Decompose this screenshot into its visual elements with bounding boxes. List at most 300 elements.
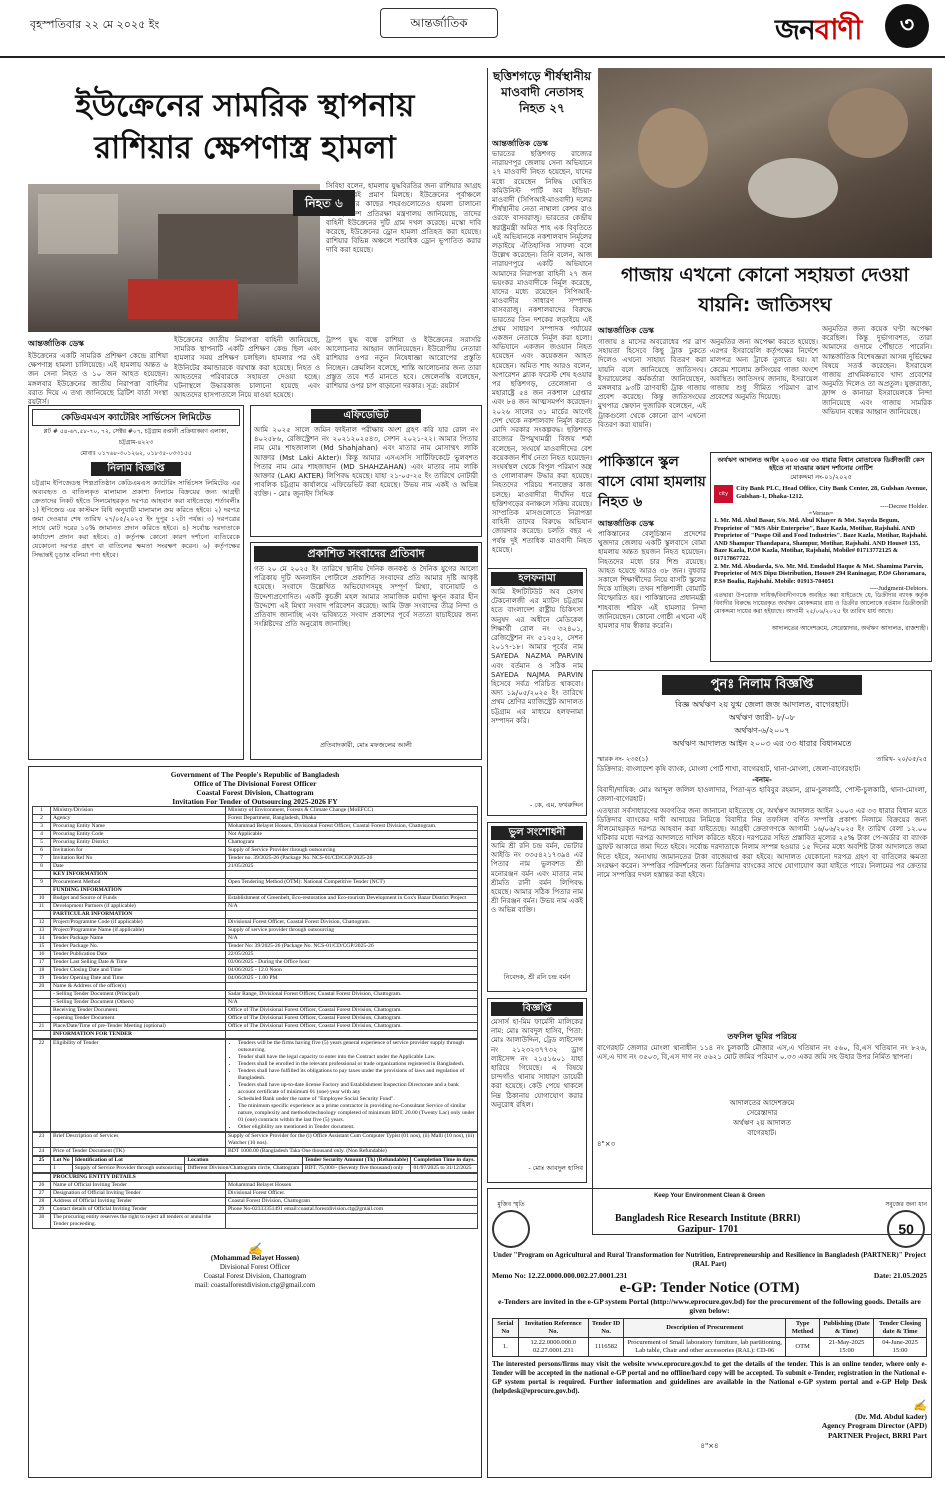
table-row <box>33 1182 478 1190</box>
lost-title: বিজ্ঞপ্তি <box>491 1002 583 1016</box>
forest-eligibility-list <box>228 1040 475 1131</box>
row-label: Tender Publication Date <box>51 951 226 959</box>
citybank-debtors: ----Judgment-Debtors. <box>869 585 928 593</box>
row-number: 26 <box>33 1182 51 1190</box>
forest-table-entity <box>32 1173 478 1229</box>
chhattis-body: ভারতের ছত্তিশগড় রাজ্যের নারায়ণপুর জেলায় সেনা অভিযানে ২৭ মাওবাদী নিহত হয়েছেন, যাদের মধ্যে রয়েছেন নিষিদ্ধ ঘোষিত কমিউনিস্ট পার্টি অব ইন্ডিয়া-মাওবাদী (সিপিআই-মাওবাদী) দলের শীর্ষস্থানীয় নেতা নাম্বালা কেশব রাও ওরফে বাসবরাজু। ভারতের কেন্দ্রীয় স্বরাষ্ট্রমন্ত্রী অমিত শাহ এক বিবৃতিতে এই অভিযানকে নকশালবাদ নির্মূলের লড়াইয়ে ঐতিহাসিক সাফল্য বলে উল্লেখ করেছেন। তিনি বলেন, আজ নারায়ণপুরে একটি অভিযানে আমাদের নিরাপত্তা বাহিনী ২৭ জন ভয়ংকর মাওবাদীকে নির্মূল করেছে, যাদের মধ্যে রয়েছেন সিপিআই-মাওবাদীর সাধারণ সম্পাদক বাসবরাজু। নকশালবাদের বিরুদ্ধে ভারতের তিন দশকের লড়াইয়ে এই প্রথম সাধারণ সম্পাদক পর্যায়ের একজন নেতাকে নির্মূল করা হলো। অভিযানে একজন জওয়ান নিহত হয়েছেন এবং কয়েকজন আহত হয়েছেন। অমিত শাহ আরও বলেন, অপারেশন ব্ল্যাক ফরেস্ট শেষ হওয়ার পর ছত্তিশগড়, তেলেঙ্গানা ও মহারাষ্ট্রে ৫৪ জন নকশাল গ্রেপ্তার এবং ৮৪ জন আত্মসমর্পণ করেছেন। ২০২৬ সালের ৩১ মার্চের আগেই দেশ থেকে নকশালবাদ নির্মূল করতে মোদি সরকার সংকল্পবদ্ধ। ছত্তিশগড় রাজ্যের উপমুখ্যমন্ত্রী বিজয় শর্মা বলেছেন, সংঘর্ষে মাওবাদীদের বেশ কয়েকজন শীর্ষ নেতা নিহত হয়েছেন। সংঘর্ষস্থল থেকে বিপুল পরিমাণ অস্ত্র ও গোলাবারুদ উদ্ধার করা হয়েছে। নিহতদের পরিচয় শনাক্তের কাজ চলছে। মাওবাদীরা দীর্ঘদিন ধরে ছত্তিশগড়ের বনাঞ্চলে সক্রিয় রয়েছে। সাম্প্রতিক মাসগুলোতে নিরাপত্তা বাহিনী তাদের বিরুদ্ধে অভিযান জোরদার করেছে। চলতি বছর এ পর্যন্ত দুই শতাধিক মাওবাদী নিহত হয়েছে। <box>492 150 592 554</box>
table-row <box>33 943 478 951</box>
table-row <box>33 1133 478 1148</box>
table-row <box>33 911 478 919</box>
auction-sign4: বাগেরহাট। <box>747 1128 777 1137</box>
row-label: Procuring Entity Code <box>51 831 226 839</box>
halafnama-body: আমি ইন্সটিটিউট অব হেলথ টেকনোলজী এর ম্যাটস চট্টগ্রাম হতে বাংলাদেশ রাষ্ট্রীয় চিকিৎসা অনুষদ এর অধীনে মেডিকেল শিক্ষার্থী রোল নং ৩২৪০১, রেজিস্ট্রেশন নং ৫১২৫২, সেশন ২০১৭-১৮। আমার পূর্বের নাম SAYEDA NAZMA PARVIN এবং বর্তমান ও সঠিক নাম SAYEDA NAJMA PARVIN হিসেবে সর্বত্র পরিচিত থাকবো। অদ্য ১৯/০৫/২০২৫ ইং তারিখে প্রথম শ্রেণির ম্যাজিস্ট্রেট আদালত চট্টগ্রাম এর মাধ্যমে হলফনামা সম্পাদন করি। <box>491 588 583 725</box>
forest-line3: Coastal Forest Division, Chattogram <box>196 788 314 797</box>
row-label: The procuring entity reserves the right to reject all tenders or annul the Tender proceeding. <box>51 1214 226 1229</box>
row-number: 5 <box>33 839 51 847</box>
brri-under: Under "Program on Agricultural and Rural Transformation for Nutrition, Entrepreneurship and Resilience in Bangladesh (PARTNER)" Project (RAL Part) <box>493 1251 926 1268</box>
auction-case2: অর্থঋণ-৬/২০০৭ <box>734 726 790 735</box>
row-value <box>226 887 478 895</box>
lot-row <box>33 1165 478 1173</box>
auction-versus: -বনাম- <box>752 776 772 785</box>
auction-case: অর্থঋণ জারী- ৮/০৮ <box>729 713 795 722</box>
forest-sign1: (Mohammad Belayet Hossen) <box>210 1254 300 1262</box>
table-row <box>33 895 478 903</box>
lot-header-cell: Lot No <box>51 1157 73 1165</box>
row-label: PROCURING ENTITY DETAILS <box>51 1174 226 1182</box>
row-label: FUNDING INFORMATION <box>51 887 226 895</box>
row-label: - Selling Tender Document (Others) <box>51 999 226 1007</box>
row-value: BDT 1000.00 (Bangladesh Taka One thousand only. (Non Refundable) <box>226 1148 478 1156</box>
brri-right-logo-text: সবুজের জন্য ধান <box>885 1201 927 1208</box>
citybank-footer: এতদ্বারা উপরোক্ত দায়িক/বিবাদীগণকে অবহিত করা যাইতেছে যে, ডিক্রীদার ব্যাংক কর্তৃক বিবাদীর বিরুদ্ধে দায়েরকৃত অর্থঋণ মোকদ্দমার রায় ও ডিক্রীর আলোকে বর্তমান ডিক্রীজারী মোকদ্দমা দায়ের করা হইয়াছে। আগামী ২৫/০৬/২০২৫ ইং তারিখ ধার্য আছে। <box>714 592 928 615</box>
brri-left-logo-text: মুজিব স্মৃতি <box>497 1201 525 1208</box>
brri-sign2: Agency Program Director (APD) <box>821 1421 927 1430</box>
lost-notice <box>487 998 587 1183</box>
row-value: Ministry of Environment, Forests & Climate Change (MoEFCC) <box>226 807 478 815</box>
correction-sign: নিবেদক, শ্রী রনি চন্দ্র বর্মন <box>503 973 571 981</box>
auction-court: বিজ্ঞ অর্থঋণ ২য় যুগ্ম জেলা জজ আদালত, বাগেরহাট। <box>675 700 849 709</box>
table-row <box>33 1206 478 1214</box>
forest-signature: ✍ <box>247 1242 263 1256</box>
citybank-versus: =Versus= <box>808 510 834 517</box>
row-number: 10 <box>33 895 51 903</box>
gaza-desk: আন্তর্জাতিক ডেস্ক <box>598 326 654 335</box>
row-label: Tender Last Selling Date & Time <box>51 959 226 967</box>
protest-notice <box>250 542 482 760</box>
table-row <box>33 1023 478 1031</box>
row-label: Ministry/Division <box>51 807 226 815</box>
forest-lot-table <box>32 1156 478 1173</box>
lead-desk: আন্তর্জাতিক ডেস্ক <box>28 339 84 348</box>
row-number: 15 <box>33 943 51 951</box>
table-row <box>33 991 478 999</box>
table-row <box>33 1031 478 1039</box>
citybank-logo: city <box>714 485 733 503</box>
lead-photo <box>28 184 343 332</box>
kdms-notice <box>28 405 244 760</box>
brri-cell: 1116582 <box>588 1338 623 1357</box>
row-label: Project/Programme Code (if applicable) <box>51 919 226 927</box>
brri-cell: 12.22.0000.000.0 02.27.0001.231 <box>518 1338 588 1357</box>
table-row <box>33 823 478 831</box>
row-value: Office of The Divisional Forest Officer, Coastal Forest Division, Chattogram. <box>226 1007 478 1015</box>
row-value: N/A <box>226 935 478 943</box>
kdms-phone: মোবাঃ ০১৭৬৮-৩০১২৬২, ০১৮৩৫-০৩৩১৫৫ <box>80 450 192 457</box>
correction-body: আমি শ্রী রনি চন্দ্র বর্মন, ভোটার আইডি নং ৩৩৫৪২১৭৩৯৪ এর পিতার নাম ভুলবশত শ্রী মনোরঞ্জন বর্মন এবং মাতার নাম শ্রীমতি রানী বর্মন লিপিবদ্ধ হয়েছে। আমার সঠিক পিতার নাম শ্রী নিরঞ্জন বর্মন। উভয় নাম একই ও অভিন্ন ব্যক্তি। <box>491 842 583 915</box>
row-value <box>226 911 478 919</box>
row-number: 4 <box>33 831 51 839</box>
brri-header-cell: Tender Closing date & Time <box>874 1319 927 1338</box>
halafnama-sign: - কে, এম, ফখরুদ্দিন <box>530 801 583 809</box>
table-row <box>33 887 478 895</box>
photo-building <box>158 214 298 284</box>
lead-col1: ইউক্রেনের একটি সামরিক প্রশিক্ষণ কেন্দ্রে রাশিয়া ক্ষেপণাস্ত্র হামলা চালিয়েছে। এই হামলায় অন্তত ৬ জন সেনা নিহত ও ১০ জন আহত হয়েছেন। মঙ্গলবার ইউক্রেনের জাতীয় নিরাপত্তা বাহিনীর বরাত দিয়ে এ তথ্য জানিয়েছে ব্রিটিশ বার্তা সংস্থা রয়টার্স। <box>28 352 168 407</box>
row-label: PARTICULAR INFORMATION <box>51 911 226 919</box>
forest-table-services <box>32 1132 478 1156</box>
auction-sign2: সেরেস্তাদার <box>746 1108 778 1117</box>
row-value <box>226 983 478 991</box>
auction-size: ৪"×৩ <box>597 1139 616 1148</box>
lead-headline <box>10 85 480 169</box>
row-number: 27 <box>33 1190 51 1198</box>
row-label: Date <box>51 863 226 871</box>
eligibility-item: • Tenders shall have fulfilled its obligations to pay taxes under the provisions of laws and regulation of Bangladesh. <box>238 1068 475 1082</box>
brri-table <box>492 1318 927 1357</box>
photo-fire-truck <box>128 279 238 319</box>
lot-header-cell: 25 <box>33 1157 51 1165</box>
forest-eligibility-label: Eligibility of Tender <box>51 1040 226 1132</box>
brri-header-cell: Invitation Reference No. <box>518 1319 588 1338</box>
row-number: 21 <box>33 1023 51 1031</box>
row-label: - Selling Tender Document (Principal) <box>51 991 226 999</box>
row-label: Brief Description of Services <box>51 1133 226 1148</box>
lot-header-cell: Completion Time in days. <box>411 1157 478 1165</box>
row-number: 29 <box>33 1206 51 1214</box>
row-value: Forest Department, Bangladesh, Dhaka <box>226 815 478 823</box>
lead-col2: ইউক্রেনের জাতীয় নিরাপত্তা বাহিনী জানিয়েছে, সামরিক স্থাপনাটি একটি প্রশিক্ষণ কেন্দ্র ছিল এবং হামলার সময় প্রশিক্ষণ চলছিল। হামলার পর ওই ইউনিটের কমান্ডারকে বরখাস্ত করা হয়েছে। নিহত ও আহতদের পরিবারকে সহায়তা দেওয়া হচ্ছে। ঘটনাস্থলে উদ্ধারকাজ চালানো হয়েছে এবং আহতদের হাসপাতালে নিয়ে যাওয়া হয়েছে। <box>174 336 320 400</box>
auction-sign3: অর্থঋণ ২য় আদালত <box>732 1118 792 1127</box>
brri-size: ৪"×৪ <box>700 1442 719 1450</box>
forest-table <box>32 806 478 1039</box>
brri-data-row <box>493 1338 927 1357</box>
row-number: 6 <box>33 847 51 855</box>
row-number: 30 <box>33 1214 51 1229</box>
table-row <box>33 807 478 815</box>
row-number: 28 <box>33 1198 51 1206</box>
brri-cell: 21-May-2025 15:00 <box>820 1338 874 1357</box>
row-value: N/A <box>226 903 478 911</box>
table-row <box>33 1007 478 1015</box>
eligibility-item: • Scheduled Bank under the name of "Employee Social Security Fund". <box>238 1096 475 1103</box>
brri-cell: 04-June-2025 15:00 <box>874 1338 927 1357</box>
protest-sign: প্রতিবাদকারী, মোঃ মফজলের আলী <box>320 741 412 749</box>
eligibility-item: • Tenders shall have up-to-date license Factory and Establishment Inspection Directorate and a bank account certificate of minimum 01 (one) year with any <box>238 1082 475 1096</box>
row-label: Project/Programme Name (if applicable) <box>51 927 226 935</box>
kdms-body: চট্টগ্রাম ইপিজেডস্থ শিল্পপ্রতিষ্ঠান কেডিএমএস ক্যাটেরিং সার্ভিসেস লিমিটেড এর অব্যবহৃত ও বাতিলকৃত মালামাল প্রকাশ্য নিলামে বিক্রয়ের জন্য আগ্রহী ক্রেতাদের নিকট হইতে সিলমোহরকৃত দরপত্র আহবান করা যাইতেছে। শর্তাবলীঃ ১) ইপিজেড এর কাস্টমস বিধি অনুযায়ী মালামাল ক্রয় করিতে হইবে। ২) দরপত্র জমা দেওয়ার শেষ তারিখ ২৭/০৫/২০২৫ ইং দুপুর ১২টা পর্যন্ত। ৩) দরপত্রের সাথে মোট দরের ১০% জামানত প্রদান করিতে হইবে। ৪) সর্বোচ্চ দরদাতাকে কার্যাদেশ প্রদান করা হইবে। ৫) কর্তৃপক্ষ কোনো কারণ দর্শানো ব্যতিরেকে যেকোনো দরপত্র গ্রহণ বা বাতিলের ক্ষমতা সংরক্ষণ করেন। ৬) কর্তৃপক্ষের সিদ্ধান্তই চূড়ান্ত বলিয়া গণ্য হইবে। <box>32 479 240 559</box>
row-number: 18 <box>33 967 51 975</box>
lead-headline-line2: রাশিয়ার ক্ষেপণাস্ত্র হামলা <box>94 130 396 166</box>
correction-notice <box>487 822 587 992</box>
table-row <box>33 927 478 935</box>
photo-pot <box>748 158 838 218</box>
table-row <box>33 1190 478 1198</box>
pakistan-headline: পাকিস্তানে স্কুল বাসে বোমা হামলায় নিহত ৬ <box>598 454 706 510</box>
row-value: Mohammad Belayet Hossen <box>226 1182 478 1190</box>
lost-body: মেসার্স হা-মিম ফার্মেসী মালিকের নাম: মোঃ আবদুল হাসিব, পিতা: মোঃ আলাউদ্দিন, ট্রেড লাইসেন্স নং ২১২৩২৩৭৭৩২ ড্রাগ লাইসেন্স নং ২১৫১৬০১ যাহা হারিয়ে গিয়েছে। এ বিষয়ে চান্দগাঁও থানায় সাধারণ ডায়েরী করা হয়েছে। কেউ পেয়ে থাকলে নিম্ন ঠিকানায় যোগাযোগ করার অনুরোধ রহিল। <box>491 1018 583 1109</box>
auction-plaintiff: ডিক্রিদার: বাংলাদেশ কৃষি ব্যাংক, মোংলা পোর্ট শাখা, বাগেরহাট, থানা-মোংলা, জেলা-বাগেরহাট। <box>597 765 861 773</box>
row-label: Receiving Tender Document <box>51 1007 226 1015</box>
row-number: 3 <box>33 823 51 831</box>
table-row <box>33 831 478 839</box>
forest-line4: Invitation For Tender of Outsourcing 2025-2026 FY <box>172 797 338 806</box>
halafnama-notice <box>487 568 587 816</box>
row-number <box>33 887 51 895</box>
row-number: 9 <box>33 879 51 887</box>
lot-cell: 1 <box>51 1165 73 1173</box>
chhattis-desk: আন্তর্জাতিক ডেস্ক <box>492 139 548 148</box>
row-number: 1 <box>33 807 51 815</box>
row-label: Procurement Method <box>51 879 226 887</box>
citybank-title: অর্থঋণ আদালত আইন ২০০৩ এর ৩৩ ধারার বিধান মোতাবেক ডিক্রীজারী কেস হইতে না যাওয়ার কারণ দর্শানোর নোটিশ <box>717 456 925 472</box>
auction-schedule: বাগেরহাট জেলার মোংলা থানাধীন ১১৪ নং চুলকাঠি মৌজার এস,এ খতিয়ান নং ৫৬০, বি,এস খতিয়ান নং ৮২৬, এস,এ দাগ নং ৩৫০৩, বি,এস দাগ নং ৫৬২১ মোট জমির পরিমাণ ০.৩৩ একর জমি সহ উহার উপর নির্মিত স্থাপনা। <box>597 1043 927 1061</box>
forest-sign4: mail: coastalforestdivision.ctg@gmail.com <box>194 1281 316 1289</box>
lot-cell: 01/07/2025 to 31/12/2025 <box>411 1165 478 1173</box>
row-number: 2 <box>33 815 51 823</box>
brri-right-logo: 50 <box>887 1210 925 1248</box>
row-number: 12 <box>33 919 51 927</box>
photo-face <box>638 108 708 188</box>
kdms-company: কেডিএমএস ক্যাটেরিং সার্ভিসেস লিমিটেড <box>32 409 240 426</box>
row-number: 20 <box>33 983 51 991</box>
brri-header-cell: Tender ID No. <box>588 1319 623 1338</box>
logo-part-a: জন <box>775 13 815 46</box>
row-label: Price of Tender Document (TK) <box>51 1148 226 1156</box>
row-value: 21/05/2025 <box>226 863 478 871</box>
row-value: Divisional Forest Officer. <box>226 1190 478 1198</box>
eligibility-item: • The minimum specific experience as a prime contractor in providing no-Consultant Service of similar nature, complexity and methods/technology completed of minimum BDT. 20.00 (Twenty Lac) only under 01 (one) contracts within the last five (5) years. <box>238 1103 475 1124</box>
table-row <box>33 1174 478 1182</box>
forest-sign3: Coastal Forest Division, Chattogram <box>203 1272 307 1280</box>
row-number: 14 <box>33 935 51 943</box>
table-row <box>33 999 478 1007</box>
citybank-sign: আদালতের আদেশক্রমে, সেরেস্তাদার, অর্থঋণ আদালত, রাজশাহী। <box>771 625 928 633</box>
forest-line1: Government of The People's Republic of Bangladesh <box>170 770 340 779</box>
row-value: Office of The Divisional Forest Officer, Coastal Forest Division, Chattogram. <box>226 1023 478 1031</box>
row-number: 17 <box>33 959 51 967</box>
row-number <box>33 871 51 879</box>
row-number <box>33 911 51 919</box>
masthead-logo <box>775 8 861 55</box>
brri-date: Date: 21.05.2025 <box>873 1271 927 1280</box>
table-row <box>33 879 478 887</box>
row-number: 24 <box>33 1148 51 1156</box>
row-label: Tender Package No. <box>51 943 226 951</box>
brri-memo: Memo No: 12.22.0000.000.002.27.0001.231 <box>492 1271 628 1280</box>
row-number: 19 <box>33 975 51 983</box>
lot-header-cell: Location <box>185 1157 302 1165</box>
gaza-col2: অনুমতির জন্য অপেক্ষা করতে হয়েছে। এরপর ইসরায়েলি কর্তৃপক্ষের নির্দেশে মালপত্র অন্য ট্রাকে তুলতে হয়। যা কেরেম শালোম ক্রসিংয়ের গাজা অংশে অবস্থিত। জাতিসংঘ জানায়, ইসরায়েল গাজায় শুধু সীমিত পরিমাণ ত্রাণ প্রবেশের অনুমতি দিয়েছে। <box>710 338 818 402</box>
killed-badge: নিহত ৬ <box>293 190 355 216</box>
row-label: Contact details of Official Inviting Tender <box>51 1206 226 1214</box>
auction-notice <box>592 670 932 1235</box>
eligibility-item: • Tender shall have the legal capacity to enter into the Contract under the Applicable Law. <box>238 1054 475 1061</box>
row-label: Invitation Ref No <box>51 855 226 863</box>
brri-title: e-GP: Tender Notice (OTM) <box>619 1280 800 1296</box>
lot-header-cell: Identification of Lot <box>72 1157 185 1165</box>
lot-cell: BDT. 75,000/- (Seventy five thousand) only <box>302 1165 411 1173</box>
affidavit-title: এফিডেভিট <box>311 409 421 423</box>
eligibility-item: • Other eligibility are mentioned in Tender document. <box>238 1124 475 1131</box>
row-number: 11 <box>33 903 51 911</box>
row-number <box>33 1174 51 1182</box>
page-number: ৩ <box>885 4 929 48</box>
brri-header-row <box>493 1319 927 1338</box>
brri-sign1: (Dr. Md. Abdul kader) <box>854 1411 927 1421</box>
citybank-debtor2: 2. Mr. Md. Abudarda, S/o. Mr. Md. Emdadul Haque & Mst. Shamima Parvin, Proprietor of M/S Dipu Distribution, House# 294 Raninagar, P.O# Ghoramara, P.S# Boalia, Rajshahi. Mobile: 01913-704051 <box>714 562 927 585</box>
brri-intro: e-Tenders are invited in the e-GP system Portal (http://www.eprocure.gov.bd) for the procurement of the following goods. Details are given below: <box>498 1297 921 1315</box>
brri-name: Bangladesh Rice Research Institute (BRRI) <box>615 1212 801 1224</box>
table-row <box>33 863 478 871</box>
affidavit-notice <box>250 405 482 537</box>
forest-line2: Office of The Divisional Forest Officer <box>193 779 317 788</box>
row-label: Agency <box>51 815 226 823</box>
auction-law: অর্থঋণ আদালত আইন ২০০৩ এর ৩৩ ধারার বিধানমতে <box>672 739 852 748</box>
row-label: Development Partners (if applicable) <box>51 903 226 911</box>
row-number: 16 <box>33 951 51 959</box>
forest-sign2: Divisional Forest Officer <box>219 1263 291 1271</box>
table-row <box>33 951 478 959</box>
brri-tender <box>487 1188 932 1478</box>
table-row <box>33 815 478 823</box>
table-row <box>33 871 478 879</box>
row-value: Office of The Divisional Forest Officer, Coastal Forest Division, Chattogram. <box>226 1015 478 1023</box>
row-value: Establishment of Greenbelt, Eco-restoration and Eco-tourism Development in Cox's Bazar District Project <box>226 895 478 903</box>
row-label: -opening Tender Document <box>51 1015 226 1023</box>
row-number <box>33 991 51 999</box>
row-label: Name of Official Inviting Tender <box>51 1182 226 1190</box>
row-value: Coastal Forest Division, Chattogram <box>226 1198 478 1206</box>
table-row <box>33 1214 478 1229</box>
photo-crowd <box>828 88 908 158</box>
row-label: Name & Address of the office(s) <box>51 983 226 991</box>
table-row <box>33 839 478 847</box>
row-number <box>33 1031 51 1039</box>
lot-cell: Different Division/Chattogram circle, Chattogram <box>185 1165 302 1173</box>
row-number <box>33 1015 51 1023</box>
gaza-col1: গাজায় ৪ মাসের অবরোধের পর ত্রাণ সহায়তা হিসেবে কিছু ট্রাক ঢুকতে দিলেও এখনো সাহায্য বিতরণ করা যায়নি বলে জানিয়েছে জাতিসংঘ। ইসরায়েলের কর্মকর্তারা জানিয়েছেন, মঙ্গলবার ৯৩টি ত্রাণবাহী ট্রাক গাজায় প্রবেশ করেছে। কিন্তু জাতিসংঘের মুখপাত্র স্তেফান দুজারিক বলেছেন, এই ট্রাকগুলো থেকে কোনো ত্রাণ এখনো বিতরণ করা যায়নি। <box>598 338 706 429</box>
table-row <box>33 959 478 967</box>
row-value <box>226 1174 478 1182</box>
table-row <box>33 855 478 863</box>
table-row <box>33 1148 478 1156</box>
kdms-address: প্লট # ৫৪-৬৭,৫৮-৭০, ৭২, সেক্টর #০৭, চট্টগ্রাম রপ্তানী প্রক্রিয়াকরণ এলাকা, চট্টগ্রাম-৪২২৩ <box>43 428 229 446</box>
row-value: Not Applicable <box>226 831 478 839</box>
auction-ref: স্মারক নং- ২৩৫(১) <box>597 755 649 763</box>
row-number <box>33 999 51 1007</box>
brri-place: Gazipur- 1701 <box>677 1223 739 1235</box>
row-value <box>226 871 478 879</box>
auction-body: এতদ্বারা সর্বসাধারণের অবগতির জন্য জানানো যাইতেছে যে, অর্থঋণ আদালত আইন ২০০৩ এর ৩৩ ধারার বিধান মতে ডিক্রিদার ব্যাংকের দাবী আদায়ের নিমিত্তে বিবাদীর নিম্ন তফসিল বর্ণিত সম্পত্তি প্রকাশ্য নিলামে বিক্রয়ের জন্য সীলমোহরকৃত দরপত্র আহবান করা যাইতেছে। আগ্রহী ক্রেতাগণকে আগামী ১৬/০৬/২০২৫ ইং তারিখ বেলা ১২.০০ ঘটিকার মধ্যে দরপত্র আদালতে দাখিল করিতে হইবে। দরপত্রের সহিত প্রস্তাবিত মূল্যের ২৫% টাকা পে-অর্ডার বা ব্যাংক ড্রাফট আকারে জমা দিতে হইবে। সর্বোচ্চ দরদাতাকে নিলাম সম্পন্ন হওয়ার ১৫ দিনের মধ্যে অবশিষ্ট টাকা আদালতে জমা দিতে হইবে, অন্যথায় জামানতের টাকা বাজেয়াপ্ত করা হইবে। আদালত যেকোনো দরপত্র গ্রহণ বা বাতিলের ক্ষমতা সংরক্ষণ করেন। সম্পত্তির পরিদর্শনের জন্য ডিক্রিদার ব্যাংকের সাথে যোগাযোগ করা যাইতে পারে। নিলামের পর ক্রেতার নামে সম্পত্তির দখল হস্তান্তর করা হইবে। <box>597 806 927 880</box>
lot-cell: Supply of Service Provider through outsourcing <box>72 1165 185 1173</box>
forest-tender <box>28 766 482 1478</box>
lot-header-row <box>33 1157 478 1165</box>
affidavit-body: আমি ২০২৫ সালে জমিন ফাইনাল পরীক্ষায় অংশ গ্রহণ করি যার রোল নং ৪০২৫৮৬, রেজিস্ট্রেশন নং ২০২১২০২৫৪৩, সেশন ২০২১-২২। আমার পিতার নাম মোঃ শাহজালাল (Md Shahjahan) এবং মাতার নাম মোসাম্মৎ লাকি আক্তার (Mst Laki Akter)। কিন্তু আমার এসএসসি সার্টিফিকেটে ভুলবশত পিতার নাম মোঃ শাহজাহান (MD SHAHZAHAN) এবং মাতার নাম লাকি আক্তার (LAKI AKTER) লিপিবদ্ধ হয়েছে। যাহা ২১-০৫-২৫ ইং তারিখে নোটারী পাবলিক চট্টগ্রাম কার্যালয়ে এফিডেভিট করা হয়েছে। উভয় নাম একই ও অভিন্ন ব্যক্তি। - মোঃ জুনাইদ সিদ্দিক <box>254 426 478 499</box>
lead-col4: ট্রাম্প যুদ্ধ বন্ধে রাশিয়া ও ইউক্রেনের সরাসরি আলোচনার আহ্বান জানিয়েছেন। ইউরোপীয় নেতারা রাশিয়ার ওপর নতুন নিষেধাজ্ঞা আরোপের প্রস্তুতি নিচ্ছেন। ক্রেমলিন বলেছে, শান্তি আলোচনার জন্য তারা প্রস্তুত তবে শর্ত মানতে হবে। জেলেনস্কি বলেছেন, রাশিয়ার ওপর চাপ বাড়ানো দরকার। সূত্র: রয়টার্স <box>326 336 481 391</box>
row-label: Tender Package Name <box>51 935 226 943</box>
gaza-photo <box>598 68 932 258</box>
row-number: 7 <box>33 855 51 863</box>
row-number: 23 <box>33 1133 51 1148</box>
brri-sign3: PARTNER Project, BRRI Part <box>827 1430 927 1440</box>
row-label: Place/Date/Time of pre-Tender Meeting (optional) <box>51 1023 226 1031</box>
row-value: Phone No-02333351491 email:coastal.forestdivision.ctg@gmail.com <box>226 1206 478 1214</box>
row-label: Designation of Official Inviting Tender <box>51 1190 226 1198</box>
brri-left-logo <box>492 1210 530 1248</box>
kdms-title: নিলাম বিজ্ঞপ্তি <box>91 462 181 476</box>
pakistan-body: পাকিস্তানের বেলুচিস্তান প্রদেশের খুজদার জেলায় একটি স্কুলবাসে বোমা হামলায় অন্তত ছয়জন নিহত হয়েছেন। নিহতদের মধ্যে চার শিশু রয়েছে। আহত হয়েছে আরও ৩৮ জন। বুধবার সকালে শিক্ষার্থীদের নিয়ে বাসটি স্কুলের দিকে যাচ্ছিল। তখন শক্তিশালী বোমাটি বিস্ফোরিত হয়। পাকিস্তানের প্রধানমন্ত্রী শাহবাজ শরিফ এই হামলার নিন্দা জানিয়েছেন। কোনো গোষ্ঠী এখনো এই হামলার দায় স্বীকার করেনি। <box>598 530 706 631</box>
eligibility-item: • Tenders will be the firms having five (5) years general experience of service provider supply through outsourcing. <box>238 1040 475 1054</box>
row-value: Supply of service provider through outsourcing <box>226 927 478 935</box>
eligibility-item: • Tenders shall be enrolled in the relevant professional or trade organizations registered in Bangladesh. <box>238 1061 475 1068</box>
row-value <box>226 1214 478 1229</box>
brri-header-cell: Publishing (Date & Time) <box>820 1319 874 1338</box>
lead-headline-line1: ইউক্রেনের সামরিক স্থাপনায় <box>75 88 415 124</box>
row-value: 04/06/2025 - 12.0 Noon <box>226 967 478 975</box>
lost-sign: - মোঃ আবদুল হাসিব <box>528 1164 583 1172</box>
brri-header-cell: Type Method <box>786 1319 820 1338</box>
brri-cell: 1. <box>493 1338 519 1357</box>
citybank-bank: City Bank PLC, Head Office, City Bank Center, 28, Gulshan Avenue, Gulshan-1, Dhaka-1212. <box>736 485 928 500</box>
table-row <box>33 935 478 943</box>
row-label: INFORMATION FOR TENDER <box>51 1031 226 1039</box>
page-header <box>0 0 945 58</box>
table-row <box>33 847 478 855</box>
brri-top: Keep Your Environment Clean & Green <box>654 1193 765 1199</box>
row-label: Tender Closing Date and Time <box>51 967 226 975</box>
row-number: 8 <box>33 863 51 871</box>
row-value: 04/06/2025 - 1.00 PM <box>226 975 478 983</box>
table-row <box>33 903 478 911</box>
lot-header-cell: Tender Security Amount (Tk) (Refundable) <box>302 1157 411 1165</box>
halafnama-title: হলফনামা <box>491 572 583 586</box>
row-value <box>226 1031 478 1039</box>
pakistan-desk: আন্তর্জাতিক ডেস্ক <box>598 519 654 528</box>
row-label: KEY INFORMATION <box>51 871 226 879</box>
row-label: Procuring Entity Name <box>51 823 226 831</box>
gaza-headline-box <box>598 258 932 320</box>
issue-date: বৃহস্পতিবার ২২ মে ২০২৫ ইং <box>30 18 160 31</box>
protest-title: প্রকাশিত সংবাদের প্রতিবাদ <box>254 546 478 562</box>
table-row <box>33 983 478 991</box>
row-value: Tender no. 39/2025-26 (Package No. NCS-01/CD/CGP/2025-26 <box>226 855 478 863</box>
forest-eligibility-num: 22 <box>33 1040 51 1132</box>
citybank-case: মোকদ্দমা নং-০১/২০২৫ <box>790 473 852 481</box>
row-value: Divisional Forest Officer, Coastal Forest Division, Chattogram. <box>226 919 478 927</box>
row-value: Mohammad Belayet Hossen, Divisional Forest Officer, Coastal Forest Division, Chattogram. <box>226 823 478 831</box>
gaza-col3: অনুমতির জন্য কয়েক ঘণ্টা অপেক্ষা করেছিল। কিন্তু দুর্ভাগ্যবশত, তারা আমাদের গুদামে পৌঁছাতে পারেনি। আন্তর্জাতিক বিশেষজ্ঞরা আসন্ন দুর্ভিক্ষের বিষয়ে সতর্ক করেছেন। ইসরায়েল গাজায় প্রাথমিকভাবে খাদ্য প্রবেশের অনুমতি দিলেও তা অপ্রতুল। যুক্তরাজ্য, ফ্রান্স ও কানাডা ইসরায়েলকে নিন্দা জানিয়েছে এবং গাজায় সামরিক অভিযান বন্ধের আহ্বান জানিয়েছে। <box>822 325 932 416</box>
auction-date: তারিখ- ২০/০৫/২৫ <box>876 755 927 763</box>
brri-header-cell: Description of Procurement <box>624 1319 786 1338</box>
brri-header-cell: Serial No <box>493 1319 519 1338</box>
row-value: Open Tendering Method (OTM): National Competitive Tender (NCT) <box>226 879 478 887</box>
auction-sign1: আদালতের আদেশক্রমে <box>729 1098 795 1107</box>
chhattis-headline: ছত্তিশগড়ে শীর্ষস্থানীয় মাওবাদী নেতাসহ নিহত ২৭ <box>492 69 592 115</box>
row-number: 13 <box>33 927 51 935</box>
lead-col3: সিবিহা বলেন, হামলায় যুদ্ধবিরতির জন্য রাশিয়ার আগ্রহ না থাকারই প্রমাণ মিলছে। ইউক্রেনের পূর্বাঞ্চলে ফ্রন্টলাইনের কাছের শহরগুলোতেও হামলা চালানো হয়েছে। রুশ প্রতিরক্ষা মন্ত্রণালয় জানিয়েছে, তাদের বাহিনী ইউক্রেনের দুটি গ্রাম দখল করেছে। মস্কো দাবি করেছে, ইউক্রেনের ড্রোন হামলা প্রতিহত করা হয়েছে। রাশিয়ার বিভিন্ন অঞ্চলে শতাধিক ড্রোন ভূপাতিত করার দাবি করা হয়েছে। <box>326 182 481 255</box>
brri-cell: OTM <box>786 1338 820 1357</box>
logo-part-b: বাণী <box>814 13 862 46</box>
row-label: Address of Official Inviting Tender <box>51 1198 226 1206</box>
row-label: Tender Opening Date and Time <box>51 975 226 983</box>
table-row <box>33 1015 478 1023</box>
forest-eligibility-table <box>32 1039 478 1132</box>
row-value: 03/06/2025 - During the Office hour <box>226 959 478 967</box>
row-value: Supply of Service Provider through outsourcing <box>226 847 478 855</box>
row-value: Supply of Service Provider for the (i) Office Assistant Cum Computer Typist (01 nos), (ii) Malli (10 nos), (iii) Watcher (10 nos). <box>226 1133 478 1148</box>
table-row <box>33 975 478 983</box>
citybank-debtor1: 1. Mr. Md. Abul Basar, S/o. Md. Abul Khayer & Mst. Sayeda Begum, Proprietor of "M/S Abir Enterprise", Baze Kazla, Motihar, Rajshahi. AND Proprietor of "Puspo Oil and Food Industries". Baze Kazla, Motihar, Rajshahi. AND Shampur Thandapara, Shampur, Motihar, Rajshahi. AND House# 135, Baze Kazla, P.O# Kazla, Motihar, Rajshahi, Mobile# 01713772125 & 01717867722. <box>714 517 928 562</box>
photo-smoke <box>38 194 118 254</box>
table-row <box>33 1198 478 1206</box>
auction-title: পুনঃ নিলাম বিজ্ঞপ্তি <box>662 675 862 695</box>
row-number <box>33 1007 51 1015</box>
row-label: Budget and Source of Funds <box>51 895 226 903</box>
section-label: আন্তর্জাতিক <box>380 8 498 38</box>
brri-cell: Procurement of Small laboratory furniture, lab partitioning, Lab table, Chair and other accessories (RAL): CD-06 <box>624 1338 786 1357</box>
row-value: 22/05/2025 <box>226 951 478 959</box>
table-row <box>33 919 478 927</box>
row-label: Invitation for <box>51 847 226 855</box>
